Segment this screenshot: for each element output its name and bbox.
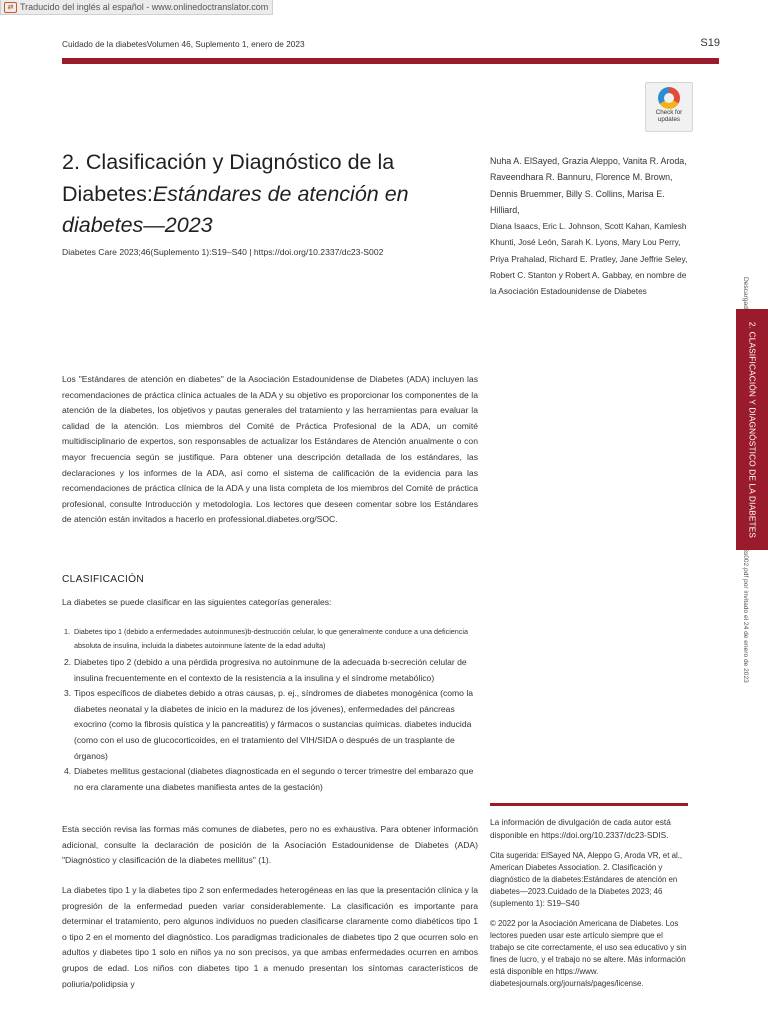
check-for-updates-button[interactable] (645, 82, 693, 132)
title-main: 2. Clasificación y Diagnóstico de la Diabetes: (62, 150, 395, 206)
badge-line-2: updates (657, 115, 681, 123)
article-info-box (490, 803, 688, 998)
article-citation[interactable]: Diabetes Care 2023;46(Suplemento 1):S19–S40 | https://doi.org/10.2337/dc23-S002 (62, 247, 384, 257)
authors-part-2: Diana Isaacs, Eric L. Johnson, Scott Kahan, Kamlesh Khunti, José León, Sarah K. Lyons, Mary Lou Perry, Priya Prahalad, Richard E. Pratley, Jane Jeffrie Seley, Robert C. Stanton y Robert A. Gabbay, en nombre de la Asociación Estadounidense de Diabetes (490, 221, 688, 297)
side-tab-label: 2. CLASIFICACIÓN Y DIAGNÓSTICO DE LA DIABETES (747, 321, 757, 538)
list-item: 1. Diabetes tipo 1 (debido a enfermedades autoinmunes)b-destrucción celular, lo que generalmente conduce a una deficiencia absoluta de insulina, incluida la diabetes autoinmune latente de la edad adulta) (64, 627, 468, 650)
classification-list (62, 625, 478, 795)
translator-banner-text[interactable]: Traducido del inglés al español - www.onlinedoctranslator.com (20, 1, 269, 12)
badge-line-1: Check for (655, 109, 683, 116)
translate-icon: ⇄ (4, 2, 17, 13)
check-for-updates-icon (658, 87, 680, 109)
list-item: 4. Diabetes mellitus gestacional (diabetes diagnosticada en el segundo o tercer trimestre del embarazo que no era claramente una diabetes manifiesta antes de la gestación) (64, 766, 474, 792)
author-list (490, 153, 695, 300)
disclosure-note[interactable]: La información de divulgación de cada autor está disponible en https://doi.org/10.2337/dc23-SDIS. (490, 817, 671, 840)
section-lead: La diabetes se puede clasificar en las siguientes categorías generales: (62, 597, 332, 607)
translator-banner[interactable] (0, 0, 273, 15)
section-heading: CLASIFICACIÓN (62, 574, 145, 585)
header-rule (62, 58, 719, 64)
copyright-note[interactable]: © 2022 por la Asociación Americana de Diabetes. Los lectores pueden usar este artículo siempre que el trabajo se cite correctamente, el uso sea educativo y sin fines de lucro, y el trabajo no se altere. Más información está disponible en https://www. diabetesjournals.org/journals/pages/license. (490, 919, 687, 988)
suggested-citation: Cita sugerida: ElSayed NA, Aleppo G, Aroda VR, et al., American Diabetes Association. 2. Clasificación y diagnóstico de la diabetes:Estándares de atención en diabetes—2023.Cuidado de la Diabetes 2023; 46 (suplemento 1): S19–S40 (490, 851, 683, 908)
section-side-tab (736, 309, 768, 550)
title-italic: Estándares de atención en diabetes—2023 (62, 181, 409, 237)
list-item: 3. Tipos específicos de diabetes debido a otras causas, p. ej., síndromes de diabetes monogénica (como la diabetes neonatal y la diabetes de inicio en la madurez de los jóvenes), enfermedades del páncreas exocrino (como la fibrosis quística y la pancreatitis) y fármacos o sustancias químicas. diabetes inducida (como con el uso de glucocorticoides, en el tratamiento del VIH/SIDA o después de un trasplante de órganos) (64, 688, 474, 761)
authors-part-1: Nuha A. ElSayed, Grazia Aleppo, Vanita R. Aroda, Raveendhara R. Bannuru, Florence M. Brown, Dennis Bruemmer, Billy S. Collins, Marisa E. Hilliard, (490, 156, 687, 215)
body-paragraph-3: La diabetes tipo 1 y la diabetes tipo 2 son enfermedades heterogéneas en las que la presentación clínica y la progresión de la enfermedad pueden variar considerablemente. La clasificación es importante para determinar el tratamiento, pero algunos individuos no pueden clasificarse claramente como diabéticos tipo 1 o tipo 2 en el momento del diagnóstico. Los paradigmas tradicionales de diabetes tipo 2 que ocurren solo en adultos y diabetes tipo 1 solo en niños ya no son precisos, ya que ambas enfermedades ocurren en ambos grupos de edad. Los niños con diabetes tipo 1 a menudo presentan los síntomas característicos de poliuria/polidipsia y (62, 885, 478, 989)
article-title (62, 147, 472, 242)
page-number: S19 (700, 37, 720, 49)
body-paragraph-2: Esta sección revisa las formas más comunes de diabetes, pero no es exhaustiva. Para obtener información adicional, consulte la declaración de posición de la Asociación Estadounidense de Diabetes (ADA) "Diagnóstico y clasificación de la diabetes mellitus" (1). (62, 824, 478, 866)
intro-paragraph: Los "Estándares de atención en diabetes" de la Asociación Estadounidense de Diabetes (ADA) incluyen las recomendaciones de práctica clínica actuales de la ADA y su objetivo es proporcionar los componentes de la atención de la diabetes, los objetivos y pautas generales del tratamiento y las herramientas para evaluar la calidad de la atención. Los miembros del Comité de Práctica Profesional de la ADA, un comité multidisciplinario de expertos, son responsables de actualizar los Estándares de Atención anualmente o con mayor frecuencia según se justifique. Para obtener una descripción detallada de los estándares, las declaraciones y los informes de la ADA, así como el sistema de calificación de la evidencia para las recomendaciones de práctica clínica de la ADA y una lista completa de los miembros del Comité de práctica profesional, consulte Introducción y metodología. Los lectores que deseen comentar sobre los Estándares de atención están invitados a hacerlo en professional.diabetes.org/SOC. (62, 374, 478, 525)
list-item: 2. Diabetes tipo 2 (debido a una pérdida progresiva no autoinmune de la adecuada b-secreción celular de insulina frecuentemente en el contexto de la resistencia a la insulina y el síndrome metabólico) (64, 657, 467, 683)
running-head: Cuidado de la diabetesVolumen 46, Suplemento 1, enero de 2023 (62, 39, 305, 49)
